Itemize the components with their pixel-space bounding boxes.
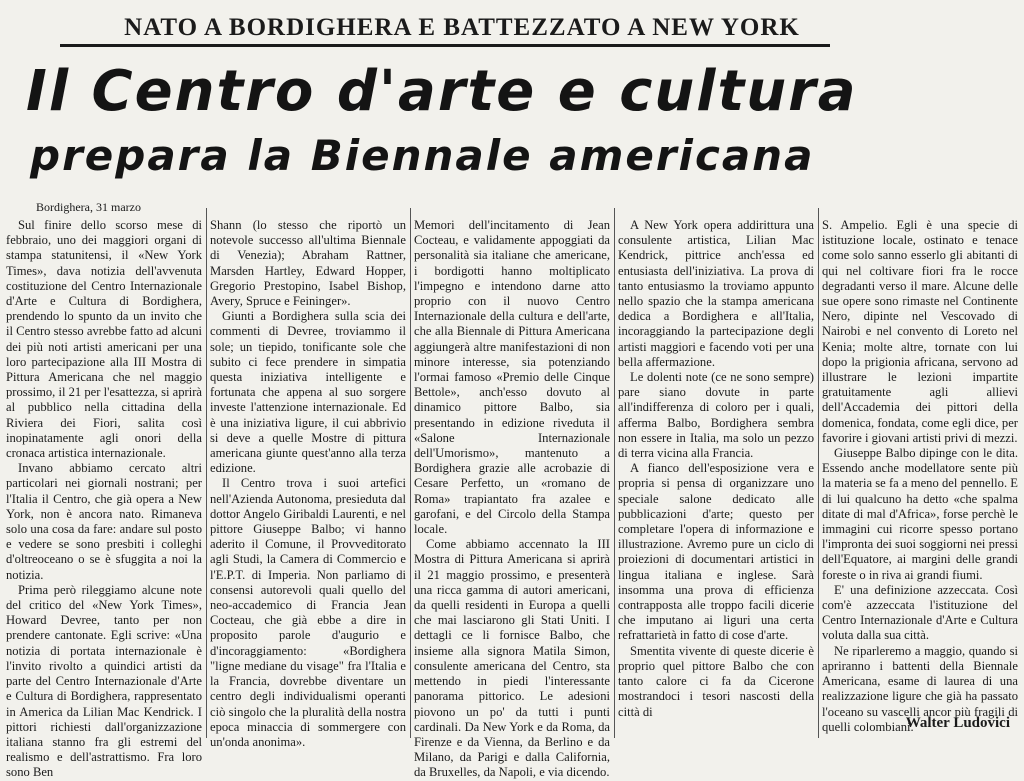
paragraph: Giunti a Bordighera sulla scia dei commenti di Devree, troviammo il sole; un tiepido, tonificante sole che subito ci fece prendere in simpatia questa iniziativa intelligente e fortunata che appena al suo sorgere investe l'attenzione internazionale. Ed è una iniziativa ligure, il cui abbrivio si deve a quelle Mostre di pittura americana giunte quest'anno alla terza edizione. bbox=[210, 309, 406, 476]
paragraph: Invano abbiamo cercato altri particolari nei giornali nostrani; per l'Italia il Centro, che già opera a New York, non è ancora nato. Rimaneva solo una cosa da fare: andare sul posto e vedere se sono presbiti i colleghi d'oltreoceano o se è sfuggita a noi la notizia. bbox=[6, 461, 202, 582]
paragraph: A fianco dell'esposizione vera e propria si pensa di organizzare uno speciale salone dedicato alle pubblicazioni d'arte; questo per completare l'opera di informazione e illustrazione. Avremo pure un ciclo di proiezioni di documentari artistici in lingua italiana e inglese. Sarà insomma una prova di efficienza contrapposta alle troppo facili dicerie che imputano ai liguri una certa refrattarietà in fatto di cose d'arte. bbox=[618, 461, 814, 643]
paragraph: Ne riparleremo a maggio, quando si apriranno i battenti della Biennale Americana, esame di laurea di una realizzazione ligure che già ha passato l'oceano su vascelli ancor più fragili di quelli colombiani. bbox=[822, 643, 1018, 734]
headline-line-2: prepara la Biennale americana bbox=[30, 131, 815, 180]
paragraph: S. Ampelio. Egli è una specie di istituzione locale, ostinato e tenace come solo sanno esserlo gli abitanti di qui nel coltivare fiori fra le rocce degradanti verso il mare. Alcune delle sue opere sono rimaste nel Continente Nero, dipinte nel Vescovado di Nairobi e nel convento di Loreto nel Kenia; molte altre, tornate con lui dopo la prigionia africana, servono ad illustrare le lezioni impartite gratuitamente agli allievi dell'Accademia dei pittori della domenica, fondata, come egli dice, per favorire i giovani artisti privi di mezzi. bbox=[822, 218, 1018, 445]
paragraph: E' una definizione azzeccata. Così com'è azzeccata l'istituzione del Centro Internazionale d'Arte e Cultura voluta dalla sua città. bbox=[822, 582, 1018, 643]
paragraph: Prima però rileggiamo alcune note del critico del «New York Times», Howard Devree, tanto per non prendere cantonate. Egli scrive: «Una notizia di portata internazionale è l'invito rivolto a quindici artisti da parte del Centro Internazionale d'Arte e Cultura di Bordighera, rappresentato in America da Lilian Mac Kendrick. I pittori richiesti dall'organizzazione italiana stanno fra gli estremi del realismo e dell'astrattismo. Fra loro sono Ben bbox=[6, 582, 202, 780]
paragraph: Il Centro trova i suoi artefici nell'Azienda Autonoma, presieduta dal dottor Angelo Giribaldi Laurenti, e nel pittore Giuseppe Balbo; vi hanno aderito il Comune, il Provveditorato agli Studi, la Camera di Commercio e l'E.P.T. di Imperia. Non parliamo di consensi autorevoli quali quello del neo-accademico di Francia Jean Cocteau, che già ebbe a dire in proposito parole d'augurio e d'incoraggiamento: «Bordighera "ligne mediane du visage" fra l'Italia e la Francia, dovrebbe diventare un centro degli individualismi operanti ciò singolo che la pluralità della nostra epoca minaccia di sommergere con un'onda anonima». bbox=[210, 476, 406, 749]
paragraph: Smentita vivente di queste dicerie è proprio quel pittore Balbo che con tanto calore ci fa da Cicerone mostrandoci i tesori nascosti della città di bbox=[618, 643, 814, 719]
paragraph: Le dolenti note (ce ne sono sempre) pare siano dovute in parte all'indifferenza di coloro per i quali, afferma Balbo, Bordighera sembra non essere in Italia, ma solo un pezzo di terra vicina alla Francia. bbox=[618, 370, 814, 461]
article-column-4 bbox=[618, 218, 814, 738]
paragraph: A New York opera addirittura una consulente artistica, Lilian Mac Kendrick, pittrice anch'essa ed entusiasta dell'iniziativa. La prova di tanto entusiasmo la troviamo appunto nello spazio che la stampa americana dedica a Bordighera e all'Italia, incoraggiando la partecipazione degli artisti maggiori e facendo voti per una bella affermazione. bbox=[618, 218, 814, 369]
article-column-2 bbox=[210, 218, 406, 749]
paragraph: Sul finire dello scorso mese di febbraio, uno dei maggiori organi di stampa statunitensi, il «New York Times», dava notizia dell'avvenuta costituzione del Centro Internazionale d'Arte e Cultura di Bordighera, prendendo lo spunto da un invito che il Centro stesso avrebbe fatto ad alcuni dei più noti artisti americani per una loro partecipazione alla III Mostra di Pittura Americana che nel maggio prossimo, il 21 per l'esattezza, si aprirà al pubblico nella cittadina della Riviera dei Fiori, salita così inopinatamente agli onori della cronaca artistica internazionale. bbox=[6, 218, 203, 461]
kicker-underline bbox=[60, 44, 830, 47]
author-signature: Walter Ludovici bbox=[905, 715, 1010, 731]
paragraph: Shann (lo stesso che riportò un notevole successo all'ultima Biennale di Venezia); Abraham Rattner, Marsden Hartley, Edward Hopper, Gregorio Prestopino, Isabel Bishop, Avery, Spruce e Feininger». bbox=[210, 218, 406, 309]
column-divider bbox=[410, 208, 411, 738]
column-divider bbox=[206, 208, 207, 738]
dateline: Bordighera, 31 marzo bbox=[36, 200, 141, 214]
column-divider bbox=[614, 208, 615, 738]
headline-line-1: Il Centro d'arte e cultura bbox=[26, 59, 858, 124]
article-column-3 bbox=[414, 218, 610, 780]
column-divider bbox=[818, 208, 819, 738]
paragraph: Come abbiamo accennato la III Mostra di Pittura Americana si aprirà il 21 maggio prossimo, e presenterà una ricca gamma di autori americani, da quelli residenti in Europa a quelli che mai lasciarono gli Stati Uniti. I dettagli ce li fornisce Balbo, che insieme alla signora Matila Simon, consulente americana del Centro, sta mettendo in piedi l'interessante panorama pittorico. Le adesioni piovono un po' da tutti i punti cardinali. Da New York e da Roma, da Firenze e da Vienna, da Berlino e da Milano, da Parigi e dalla California, da Bruxelles, da Napoli, e via dicendo. bbox=[414, 537, 610, 780]
article-column-1 bbox=[6, 218, 203, 780]
kicker-headline: NATO A BORDIGHERA E BATTEZZATO A NEW YORK bbox=[124, 14, 800, 41]
paragraph: Memori dell'incitamento di Jean Cocteau, e validamente appoggiati da personalità sia italiane che americane, i bordigotti hanno moltiplicato l'impegno e intendono darne atto proprio con il nuovo Centro Internazionale della cultura e dell'arte, che alla Biennale di Pittura Americana aggiungerà altre manifestazioni di non minore interesse, sia potenziando l'ormai famoso «Premio delle Cinque Bettole», anch'esso dovuto al dinamico pittore Balbo, sia presentando in edizione riveduta il «Salone Internazionale dell'Umorismo», mantenuto a Bordighera grazie alle acrobazie di Cesare Perfetto, un «romano de Roma» trapiantato fra azalee e garofani, e del Circolo della Stampa locale. bbox=[414, 218, 610, 537]
paragraph: Giuseppe Balbo dipinge con le dita. Essendo anche modellatore sente più la materia se fa a meno del pennello. E di lui qualcuno ha detto «che spalma ditate di mal d'Africa», forse perchè le immagini cui ricorre spesso portano l'impronta dei suoi soggiorni nei pressi dell'Equatore, ai margini delle grandi foreste o in riva ai grandi fiumi. bbox=[822, 446, 1018, 582]
